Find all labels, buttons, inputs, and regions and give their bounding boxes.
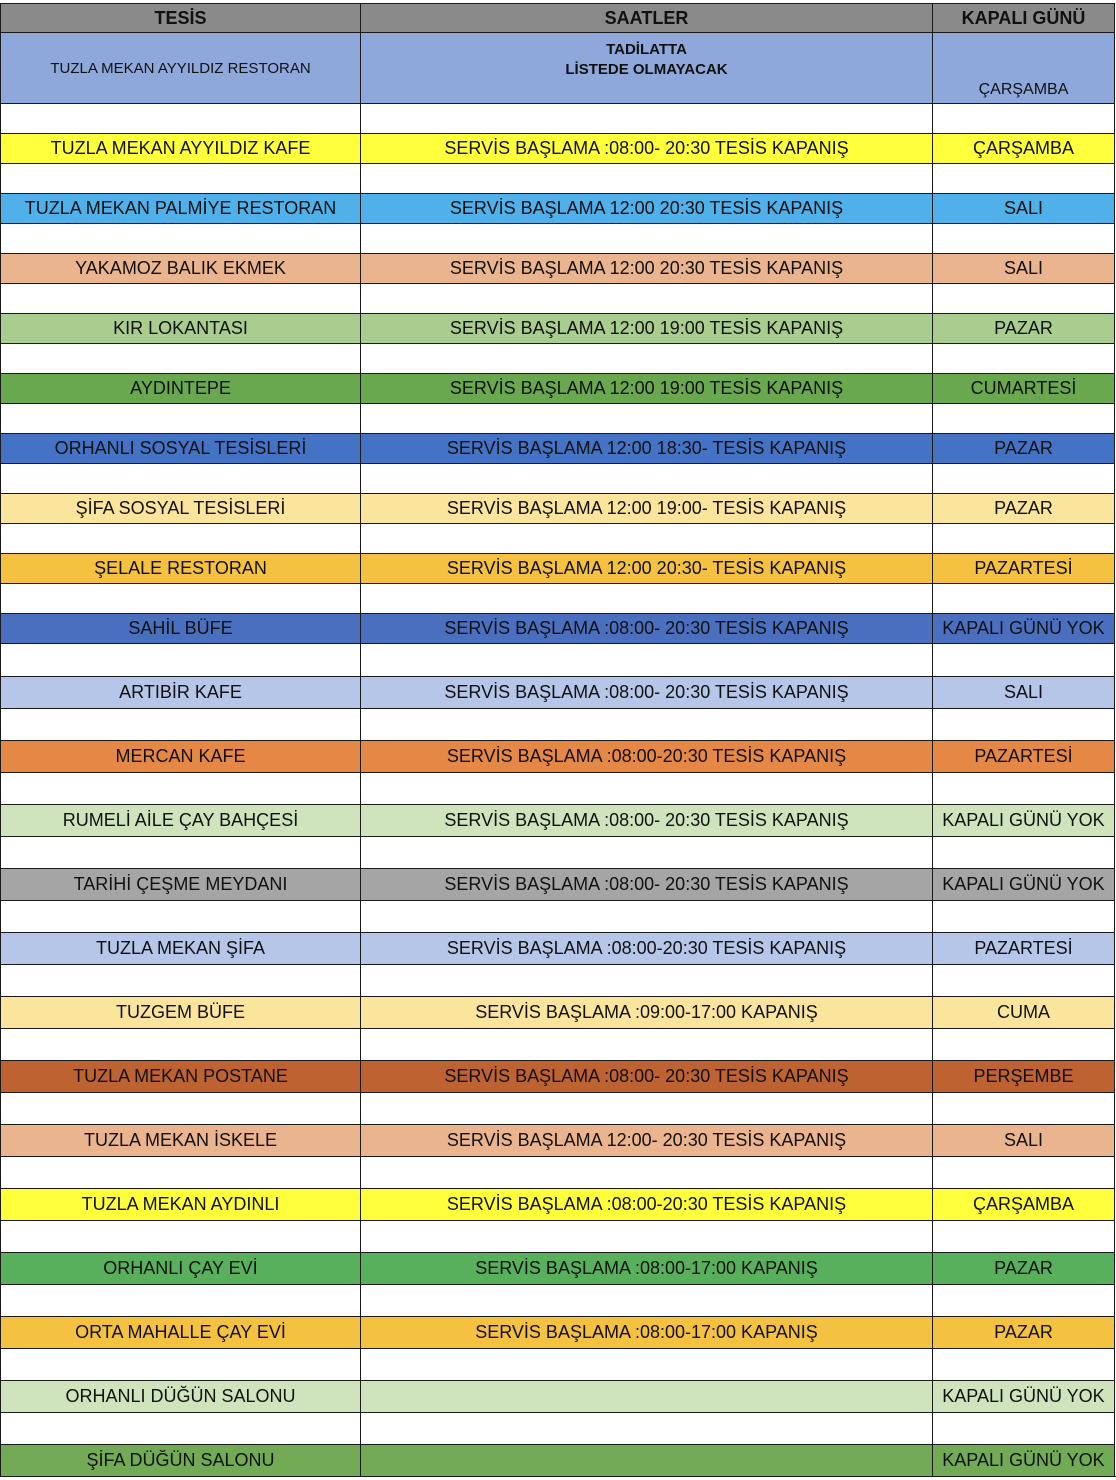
kapali-gunu-cell: SALI — [932, 253, 1115, 283]
empty-cell — [932, 223, 1115, 253]
saatler-cell: SERVİS BAŞLAMA 12:00 20:30- TESİS KAPANIŞ — [360, 553, 932, 583]
table-row — [0, 313, 1116, 343]
tesis-name-cell: ORTA MAHALLE ÇAY EVİ — [0, 1316, 360, 1348]
spacer-row — [0, 1028, 1116, 1060]
empty-cell — [360, 523, 932, 553]
saatler-cell: SERVİS BAŞLAMA 12:00- 20:30 TESİS KAPANIŞ — [360, 1124, 932, 1156]
spacer-row — [0, 772, 1116, 804]
saatler-cell: SERVİS BAŞLAMA 12:00 20:30 TESİS KAPANIŞ — [360, 193, 932, 223]
tesis-name-cell: TUZLA MEKAN İSKELE — [0, 1124, 360, 1156]
kapali-gunu-cell: PAZAR — [932, 313, 1115, 343]
empty-cell — [360, 643, 932, 676]
empty-cell — [0, 1284, 360, 1316]
saatler-cell: SERVİS BAŞLAMA :09:00-17:00 KAPANIŞ — [360, 996, 932, 1028]
saatler-cell: SERVİS BAŞLAMA :08:00-20:30 TESİS KAPANIŞ — [360, 1188, 932, 1220]
spacer-row — [0, 1284, 1116, 1316]
empty-cell — [0, 343, 360, 373]
empty-cell — [0, 403, 360, 433]
empty-cell — [0, 643, 360, 676]
empty-cell — [0, 223, 360, 253]
tesis-name-cell: TUZLA MEKAN AYDINLI — [0, 1188, 360, 1220]
spacer-row — [0, 343, 1116, 373]
kapali-gunu-cell: SALI — [932, 193, 1115, 223]
table-row — [0, 1444, 1116, 1476]
table-row — [0, 740, 1116, 772]
kapali-gunu-cell: PAZAR — [932, 493, 1115, 523]
spacer-row — [0, 964, 1116, 996]
kapali-gunu-cell: SALI — [932, 676, 1115, 708]
table-row — [0, 1380, 1116, 1412]
empty-cell — [360, 223, 932, 253]
tesis-name-cell: ŞİFA DÜĞÜN SALONU — [0, 1444, 360, 1476]
empty-cell — [932, 643, 1115, 676]
table-row — [0, 193, 1116, 223]
empty-cell — [0, 463, 360, 493]
saatler-cell: SERVİS BAŞLAMA :08:00- 20:30 TESİS KAPANIŞ — [360, 676, 932, 708]
saatler-cell: SERVİS BAŞLAMA :08:00-20:30 TESİS KAPANIŞ — [360, 932, 932, 964]
empty-cell — [0, 163, 360, 193]
spacer-row — [0, 836, 1116, 868]
spacer-row — [0, 1092, 1116, 1124]
tesis-name-cell: ORHANLI ÇAY EVİ — [0, 1252, 360, 1284]
empty-cell — [932, 343, 1115, 373]
empty-cell — [360, 1028, 932, 1060]
saatler-cell: SERVİS BAŞLAMA :08:00- 20:30 TESİS KAPANIŞ — [360, 613, 932, 643]
status-line-2: LİSTEDE OLMAYACAK — [565, 61, 728, 78]
tesis-name-cell: TUZGEM BÜFE — [0, 996, 360, 1028]
empty-cell — [0, 900, 360, 932]
tesis-name-cell: SAHİL BÜFE — [0, 613, 360, 643]
kapali-gunu-cell: KAPALI GÜNÜ YOK — [932, 868, 1115, 900]
table-row — [0, 433, 1116, 463]
table-row — [0, 613, 1116, 643]
saatler-cell: SERVİS BAŞLAMA :08:00-17:00 KAPANIŞ — [360, 1252, 932, 1284]
spacer-row — [0, 708, 1116, 740]
empty-cell — [0, 523, 360, 553]
empty-cell — [360, 163, 932, 193]
saatler-cell: SERVİS BAŞLAMA :08:00- 20:30 TESİS KAPANIŞ — [360, 133, 932, 163]
kapali-gunu-cell: ÇARŞAMBA — [932, 1188, 1115, 1220]
empty-cell — [360, 103, 932, 133]
table-row — [0, 1188, 1116, 1220]
empty-cell — [932, 523, 1115, 553]
empty-cell — [0, 103, 360, 133]
empty-cell — [0, 1412, 360, 1444]
empty-cell — [360, 1412, 932, 1444]
header-saatler: SAATLER — [360, 3, 932, 32]
empty-cell — [360, 343, 932, 373]
table-row — [0, 553, 1116, 583]
saatler-cell: SERVİS BAŞLAMA :08:00-17:00 KAPANIŞ — [360, 1316, 932, 1348]
empty-cell — [932, 163, 1115, 193]
empty-cell — [0, 772, 360, 804]
table-row — [0, 373, 1116, 403]
table-row — [0, 996, 1116, 1028]
table-row — [0, 133, 1116, 163]
empty-cell — [932, 283, 1115, 313]
empty-cell — [932, 103, 1115, 133]
status-line-1: TADİLATTA — [606, 41, 687, 58]
empty-cell — [360, 463, 932, 493]
table-row — [0, 253, 1116, 283]
kapali-gunu-cell: CUMARTESİ — [932, 373, 1115, 403]
kapali-gunu-cell: PAZARTESİ — [932, 740, 1115, 772]
spacer-row — [0, 583, 1116, 613]
empty-cell — [0, 1028, 360, 1060]
tesis-name-cell: ORHANLI DÜĞÜN SALONU — [0, 1380, 360, 1412]
kapali-gunu-cell: ÇARŞAMBA — [932, 32, 1115, 103]
saatler-cell: SERVİS BAŞLAMA 12:00 19:00 TESİS KAPANIŞ — [360, 313, 932, 343]
kapali-gunu-cell: PERŞEMBE — [932, 1060, 1115, 1092]
empty-cell — [360, 1284, 932, 1316]
spacer-row — [0, 1156, 1116, 1188]
table-row — [0, 676, 1116, 708]
table-row — [0, 868, 1116, 900]
spacer-row — [0, 1348, 1116, 1380]
kapali-gunu-cell: KAPALI GÜNÜ YOK — [932, 1444, 1115, 1476]
table-row — [0, 1060, 1116, 1092]
spacer-row — [0, 163, 1116, 193]
spacer-row — [0, 523, 1116, 553]
tesis-name-cell: ORHANLI SOSYAL TESİSLERİ — [0, 433, 360, 463]
empty-cell — [932, 836, 1115, 868]
kapali-gunu-cell: PAZARTESİ — [932, 553, 1115, 583]
empty-cell — [932, 463, 1115, 493]
saatler-cell: SERVİS BAŞLAMA :08:00- 20:30 TESİS KAPANIŞ — [360, 868, 932, 900]
empty-cell — [932, 1092, 1115, 1124]
kapali-gunu-cell: ÇARŞAMBA — [932, 133, 1115, 163]
table-header-row — [0, 3, 1116, 32]
saatler-cell: SERVİS BAŞLAMA 12:00 19:00- TESİS KAPANIŞ — [360, 493, 932, 523]
kapali-gunu-cell: PAZAR — [932, 433, 1115, 463]
kapali-gunu-cell: SALI — [932, 1124, 1115, 1156]
saatler-cell: SERVİS BAŞLAMA 12:00 19:00 TESİS KAPANIŞ — [360, 373, 932, 403]
empty-cell — [932, 772, 1115, 804]
header-kapali-gunu: KAPALI GÜNÜ — [932, 3, 1115, 32]
empty-cell — [360, 1092, 932, 1124]
tesis-name-cell: KIR LOKANTASI — [0, 313, 360, 343]
empty-cell — [932, 1156, 1115, 1188]
saatler-cell: SERVİS BAŞLAMA 12:00 20:30 TESİS KAPANIŞ — [360, 253, 932, 283]
tesis-name-cell: AYDINTEPE — [0, 373, 360, 403]
tesis-name-cell: TARİHİ ÇEŞME MEYDANI — [0, 868, 360, 900]
spacer-row — [0, 643, 1116, 676]
tesis-name-cell: YAKAMOZ BALIK EKMEK — [0, 253, 360, 283]
saatler-cell: SERVİS BAŞLAMA 12:00 18:30- TESİS KAPANIŞ — [360, 433, 932, 463]
saatler-cell — [360, 32, 932, 103]
saatler-cell: SERVİS BAŞLAMA :08:00- 20:30 TESİS KAPANIŞ — [360, 804, 932, 836]
tesis-name-cell: ŞİFA SOSYAL TESİSLERİ — [0, 493, 360, 523]
empty-cell — [0, 1348, 360, 1380]
empty-cell — [932, 1284, 1115, 1316]
empty-cell — [932, 964, 1115, 996]
empty-cell — [932, 1220, 1115, 1252]
empty-cell — [360, 772, 932, 804]
kapali-gunu-cell: PAZAR — [932, 1252, 1115, 1284]
table-row — [0, 32, 1116, 103]
empty-cell — [932, 900, 1115, 932]
kapali-gunu-cell: PAZAR — [932, 1316, 1115, 1348]
spacer-row — [0, 283, 1116, 313]
empty-cell — [360, 283, 932, 313]
saatler-cell: SERVİS BAŞLAMA :08:00- 20:30 TESİS KAPANIŞ — [360, 1060, 932, 1092]
empty-cell — [360, 1220, 932, 1252]
kapali-gunu-cell: CUMA — [932, 996, 1115, 1028]
kapali-gunu-cell: PAZARTESİ — [932, 932, 1115, 964]
tesis-name-cell: RUMELİ AİLE ÇAY BAHÇESİ — [0, 804, 360, 836]
empty-cell — [932, 583, 1115, 613]
tesis-name-cell: TUZLA MEKAN ŞİFA — [0, 932, 360, 964]
spacer-row — [0, 403, 1116, 433]
table-row — [0, 493, 1116, 523]
empty-cell — [0, 708, 360, 740]
table-row — [0, 1252, 1116, 1284]
tesis-name-cell: MERCAN KAFE — [0, 740, 360, 772]
empty-cell — [932, 403, 1115, 433]
empty-cell — [0, 283, 360, 313]
empty-cell — [360, 964, 932, 996]
spacer-row — [0, 900, 1116, 932]
kapali-gunu-cell: KAPALI GÜNÜ YOK — [932, 613, 1115, 643]
saatler-cell — [360, 1380, 932, 1412]
kapali-gunu-cell: KAPALI GÜNÜ YOK — [932, 804, 1115, 836]
tesis-name-cell: ŞELALE RESTORAN — [0, 553, 360, 583]
table-row — [0, 1316, 1116, 1348]
empty-cell — [0, 964, 360, 996]
saatler-cell — [360, 1444, 932, 1476]
empty-cell — [932, 1412, 1115, 1444]
tesis-name-cell: TUZLA MEKAN AYYILDIZ KAFE — [0, 133, 360, 163]
empty-cell — [360, 583, 932, 613]
spacer-row — [0, 1412, 1116, 1444]
empty-cell — [360, 1156, 932, 1188]
empty-cell — [932, 1348, 1115, 1380]
kapali-gunu-cell: KAPALI GÜNÜ YOK — [932, 1380, 1115, 1412]
saatler-cell: SERVİS BAŞLAMA :08:00-20:30 TESİS KAPANIŞ — [360, 740, 932, 772]
spacer-row — [0, 463, 1116, 493]
tesis-name-cell: TUZLA MEKAN AYYILDIZ RESTORAN — [0, 32, 360, 103]
empty-cell — [360, 708, 932, 740]
empty-cell — [360, 900, 932, 932]
table-row — [0, 804, 1116, 836]
table-row — [0, 1124, 1116, 1156]
empty-cell — [932, 708, 1115, 740]
empty-cell — [0, 583, 360, 613]
tesis-name-cell: TUZLA MEKAN PALMİYE RESTORAN — [0, 193, 360, 223]
table-row — [0, 932, 1116, 964]
spacer-row — [0, 223, 1116, 253]
table-bottom-border — [0, 1476, 1116, 1477]
empty-cell — [360, 836, 932, 868]
spacer-row — [0, 1220, 1116, 1252]
header-tesis: TESİS — [0, 3, 360, 32]
tesis-name-cell: TUZLA MEKAN POSTANE — [0, 1060, 360, 1092]
empty-cell — [0, 1220, 360, 1252]
empty-cell — [360, 1348, 932, 1380]
empty-cell — [932, 1028, 1115, 1060]
empty-cell — [360, 403, 932, 433]
empty-cell — [0, 1092, 360, 1124]
tesis-name-cell: ARTIBİR KAFE — [0, 676, 360, 708]
spacer-row — [0, 103, 1116, 133]
empty-cell — [0, 1156, 360, 1188]
empty-cell — [0, 836, 360, 868]
